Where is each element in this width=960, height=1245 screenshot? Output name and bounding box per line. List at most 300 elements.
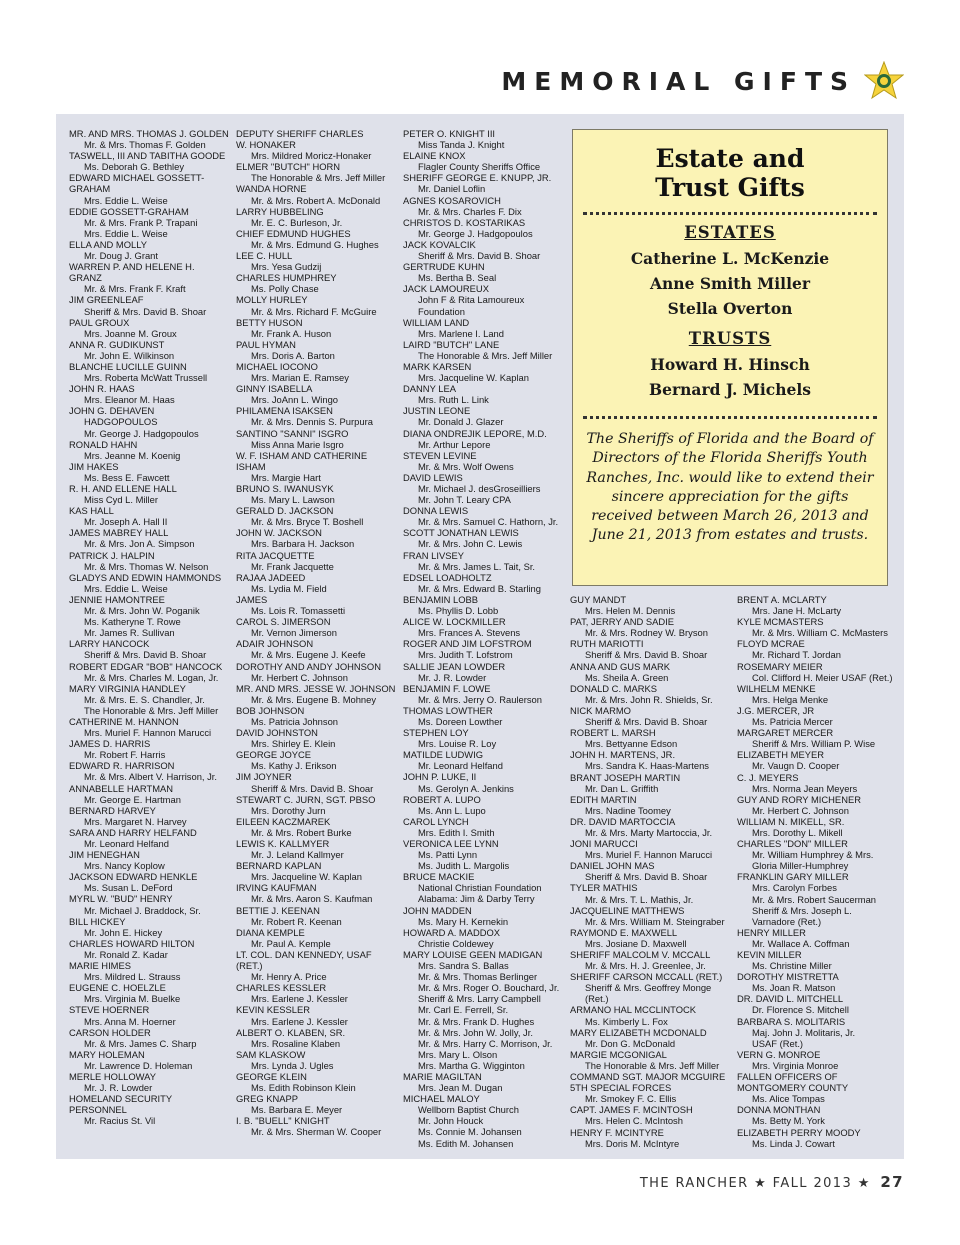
- donor-name: Mrs. Joanne M. Groux: [84, 327, 177, 339]
- donor-name: Mr. & Mrs. Robert Burke: [251, 826, 352, 838]
- memorial-name: CAROL S. JIMERSON: [236, 616, 331, 628]
- memorial-name: ELIZABETH PERRY MOODY: [737, 1126, 861, 1138]
- memorial-name: BARBARA S. MOLITARIS: [737, 1015, 846, 1027]
- memorial-name: DONNA LEWIS: [403, 505, 469, 517]
- memorial-name: FLOYD MCRAE: [737, 638, 805, 650]
- donor-name: Mr. & Mrs. Edward B. Starling: [418, 582, 541, 594]
- memorial-name: GRAHAM: [69, 183, 111, 195]
- memorial-name: PAUL GROUX: [69, 316, 130, 328]
- dotted-divider: [583, 212, 877, 215]
- donor-name: Flagler County Sheriffs Office: [418, 161, 541, 173]
- donor-name: Ms. Phyllis D. Lobb: [418, 605, 499, 617]
- memorial-name: MARY LOUISE GEEN MADIGAN: [403, 948, 543, 960]
- donor-name: Miss Cyd L. Miller: [84, 494, 158, 506]
- memorial-name: JAMES: [236, 593, 268, 605]
- donor-name: Mrs. Margaret N. Harvey: [84, 815, 187, 827]
- memorial-name: BLANCHE LUCILLE GUINN: [69, 360, 187, 372]
- donor-name: Mr. & Mrs. Robert Saucerman: [752, 893, 876, 905]
- memorial-name: LEWIS K. KALLMYER: [236, 838, 330, 849]
- donor-name: Mr. Henry A. Price: [251, 971, 327, 983]
- donor-name: Ms. Connie M. Johansen: [418, 1126, 522, 1138]
- donor-name: Mr. & Mrs. Harry C. Morrison, Jr.: [418, 1037, 553, 1049]
- donor-name: Mr. & Mrs. Frank D. Hughes: [418, 1015, 535, 1027]
- memorial-name: KEVIN MILLER: [737, 949, 802, 960]
- donor-name: Mrs. Mildred Moricz-Honaker: [251, 150, 372, 162]
- donor-name: Ms. Christine Miller: [752, 960, 832, 972]
- memorial-gifts-panel: [56, 114, 904, 1159]
- donor-name: Sheriff & Mrs. David B. Shoar: [418, 250, 541, 262]
- donor-name: Mrs. Jean M. Dugan: [418, 1082, 503, 1094]
- memorial-name: JOHN H. MARTENS, JR.: [570, 749, 676, 761]
- memorial-name: FALLEN OFFICERS OF: [737, 1071, 838, 1083]
- donor-name: Mr. Leonard Helfand: [84, 838, 169, 849]
- memorial-name: JAMES MABREY HALL: [69, 527, 169, 539]
- donor-name: Ms. Alice Tompas: [752, 1093, 825, 1105]
- donor-name: Mr. & Mrs. Roger O. Bouchard, Jr.: [418, 982, 560, 994]
- memorial-name: LT. COL. DAN KENNEDY, USAF: [236, 948, 372, 960]
- donor-name: Mrs. Marlene I. Land: [418, 327, 504, 339]
- donor-name: Mr. & Mrs. Thomas Berlinger: [418, 971, 538, 983]
- memorial-name: THOMAS LOWTHER: [403, 704, 493, 716]
- memorial-name: CHARLES KESSLER: [236, 982, 327, 994]
- memorial-name: ELLA AND MOLLY: [69, 238, 147, 250]
- dotted-divider: [583, 416, 877, 419]
- donor-name: Varnadore (Ret.): [752, 915, 822, 927]
- donor-name: Ms. Joan R. Matson: [752, 982, 836, 994]
- donor-name: Mr. Lawrence D. Holeman: [84, 1059, 193, 1071]
- memorial-name: JUSTIN LEONE: [403, 405, 471, 417]
- memorial-name: JAMES D. HARRIS: [69, 738, 151, 750]
- memorial-name: DOROTHY MISTRETTA: [737, 971, 839, 983]
- memorial-name: GLADYS AND EDWIN HAMMONDS: [69, 571, 222, 583]
- memorial-name: MONTGOMERY COUNTY: [737, 1082, 849, 1094]
- memorial-name: HOWARD A. MADDOX: [403, 926, 501, 938]
- names-column-1: [69, 128, 229, 1126]
- donor-name: Mr. J. R. Lowder: [418, 671, 487, 683]
- donor-name: Mr. Michael J. Braddock, Sr.: [84, 904, 201, 916]
- donor-name: Ms. Linda J. Cowart: [752, 1137, 835, 1149]
- donor-name: Mrs. Sandra K. Haas-Martens: [585, 760, 709, 772]
- estate-name: Anne Smith Miller: [650, 274, 810, 293]
- memorial-name: I. B. "BUELL" KNIGHT: [236, 1115, 330, 1127]
- memorial-name: ANNA R. GUDIKUNST: [69, 338, 165, 350]
- donor-name: Ms. Judith L. Margolis: [418, 860, 510, 872]
- donor-name: Mr. Joseph A. Hall II: [84, 516, 168, 528]
- donor-name: Ms. Mary L. Lawson: [251, 494, 335, 506]
- donor-name: Mr. & Mrs. Richard F. McGuire: [251, 305, 377, 317]
- issue-label: FALL 2013: [772, 1176, 853, 1191]
- memorial-name: JOHN W. JACKSON: [236, 527, 322, 539]
- donor-name: Miss Anna Marie Isgro: [251, 438, 344, 450]
- donor-name: Mrs. Eddie L. Weise: [84, 194, 168, 206]
- memorial-name: FRANKLIN GARY MILLER: [737, 871, 849, 883]
- donor-name: Mr. J. Leland Kallmyer: [251, 849, 344, 861]
- memorial-name: BRENT A. MCLARTY: [737, 594, 827, 605]
- memorial-name: JACKSON EDWARD HENKLE: [69, 871, 198, 883]
- memorial-name: JOHN P. LUKE, II: [403, 771, 477, 783]
- donor-name: Sheriff & Mrs. David B. Shoar: [585, 649, 708, 661]
- memorial-name: KAS HALL: [69, 505, 114, 517]
- memorial-name: MARGIE MCGONIGAL: [570, 1048, 667, 1060]
- memorial-name: DR. DAVID L. MITCHELL: [737, 993, 844, 1005]
- memorial-name: HENRY F. MCINTYRE: [570, 1126, 664, 1138]
- memorial-name: BOB JOHNSON: [236, 704, 305, 716]
- memorial-name: GERTRUDE KUHN: [403, 261, 485, 273]
- donor-name: Mrs. Jane H. McLarty: [752, 605, 842, 617]
- donor-name: Mrs. Martha G. Wigginton: [418, 1059, 525, 1071]
- memorial-name: LARRY HANCOCK: [69, 638, 150, 650]
- memorial-name: STEVE HOERNER: [69, 1004, 150, 1016]
- memorial-name: CAPT. JAMES F. MCINTOSH: [570, 1104, 693, 1116]
- donor-name: Mr. Racius St. Vil: [84, 1115, 156, 1127]
- memorial-name: WARREN P. AND HELENE H.: [69, 261, 195, 273]
- donor-name: Mr. John E. Hickey: [84, 926, 163, 938]
- donor-name: Ms. Patti Lynn: [418, 849, 478, 861]
- donor-name: Ms. Doreen Lowther: [418, 715, 503, 727]
- memorial-name: JIM HAKES: [69, 460, 119, 472]
- memorial-name: EDWARD R. HARRISON: [69, 760, 175, 772]
- donor-name: Mr. Michael J. desGroseilliers: [418, 483, 541, 494]
- memorial-name: SCOTT JONATHAN LEWIS: [403, 527, 519, 539]
- donor-name: Mrs. Lynda J. Ugles: [251, 1059, 334, 1071]
- estate-name: Stella Overton: [667, 299, 793, 318]
- donor-name: Mrs. Mildred L. Strauss: [84, 971, 181, 983]
- memorial-name: R. H. AND ELLENE HALL: [69, 483, 177, 494]
- donor-name: Ms. Susan L. DeFord: [84, 882, 173, 894]
- donor-name: Mr. E. C. Burleson, Jr.: [251, 216, 343, 228]
- donor-name: Mrs. Roberta McWatt Trussell: [84, 372, 208, 384]
- memorial-name: MARIE HIMES: [69, 960, 131, 972]
- donor-name: Ms. Barbara E. Meyer: [251, 1104, 343, 1116]
- donor-name: Mrs. Carolyn Forbes: [752, 882, 837, 894]
- donor-name: Ms. Ann L. Lupo: [418, 804, 486, 816]
- trust-name: Howard H. Hinsch: [650, 355, 810, 374]
- donor-name: Mr. Vaugn D. Cooper: [752, 760, 840, 772]
- donor-name: Mr. & Mrs. Frank P. Trapani: [84, 216, 198, 228]
- donor-name: Mr. Paul A. Kemple: [251, 937, 331, 949]
- memorial-name: JONI MARUCCI: [570, 838, 638, 850]
- donor-name: Maj. John J. Molitaris, Jr.: [752, 1026, 856, 1038]
- memorial-name: MERLE HOLLOWAY: [69, 1070, 156, 1082]
- estates-heading: ESTATES: [684, 223, 776, 242]
- memorial-name: ALBERT O. KLABEN, SR.: [236, 1026, 346, 1038]
- memorial-name: PAT, JERRY AND SADIE: [570, 616, 675, 628]
- memorial-name: EILEEN KACZMAREK: [236, 815, 331, 827]
- donor-name: Mr. William Humphrey & Mrs.: [752, 849, 874, 861]
- donor-name: Ms. Lydia M. Field: [251, 582, 327, 594]
- donor-name: Mrs. Virginia M. Buelke: [84, 993, 181, 1005]
- donor-name: Ms. Patricia Johnson: [251, 715, 339, 727]
- donor-name: Mrs. Muriel F. Hannon Marucci: [585, 849, 713, 861]
- donor-name: Mrs. Mary L. Olson: [418, 1048, 498, 1060]
- memorial-name: GUY MANDT: [570, 594, 627, 605]
- memorial-name: W. HONAKER: [236, 139, 296, 151]
- memorial-name: DOROTHY AND ANDY JOHNSON: [236, 660, 381, 672]
- memorial-name: HOMELAND SECURITY: [69, 1093, 173, 1105]
- memorial-name: BRUCE MACKIE: [403, 871, 475, 883]
- donor-name: Mr. Vernon Jimerson: [251, 627, 337, 639]
- donor-name: Mr. George J. Hadgopoulos: [84, 427, 199, 439]
- donor-name: Mrs. Jeanne M. Koenig: [84, 449, 181, 461]
- donor-name: Mr. & Mrs. Dennis S. Purpura: [251, 416, 373, 428]
- donor-name: Mr. & Mrs. William M. Steingraber: [585, 915, 725, 927]
- memorial-name: MR. AND MRS. JESSE W. JOHNSON: [236, 682, 396, 694]
- memorial-name: W. F. ISHAM AND CATHERINE: [236, 449, 368, 461]
- donor-name: Sheriff & Mrs. William P. Wise: [752, 738, 876, 750]
- donor-name: Mrs. Earlene J. Kessler: [251, 1015, 348, 1027]
- donor-name: Mrs. Edith I. Smith: [418, 826, 495, 838]
- memorial-name: BENJAMIN LOBB: [403, 593, 479, 605]
- memorial-name: PATRICK J. HALPIN: [69, 549, 155, 561]
- donor-name: Mr. Don G. McDonald: [585, 1037, 676, 1049]
- memorial-name: BRUNO S. IWANUSYK: [236, 483, 334, 494]
- donor-name: Mr. Donald J. Glazer: [418, 416, 504, 428]
- page-header: [501, 56, 904, 106]
- memorial-name: MICHAEL IOCONO: [236, 360, 318, 372]
- memorial-name: STEPHEN LOY: [403, 727, 469, 739]
- donor-name: Ms. Kathy J. Erikson: [251, 760, 337, 772]
- memorial-name: JOHN G. DEHAVEN: [69, 405, 155, 417]
- memorial-name: FRAN LIVSEY: [403, 549, 464, 561]
- donor-name: Mr. Robert F. Harris: [84, 749, 166, 761]
- memorial-name: SARA AND HARRY HELFAND: [69, 826, 197, 838]
- donor-name: Mrs. Anna M. Hoerner: [84, 1015, 176, 1027]
- donor-name: Mr. & Mrs. James L. Tait, Sr.: [418, 560, 536, 572]
- donor-name: Ms. Polly Chase: [251, 283, 319, 295]
- memorial-name: EUGENE C. HOELZLE: [69, 982, 166, 994]
- memorial-name: SHERIFF CARSON MCCALL (RET.): [570, 971, 723, 983]
- memorial-name: WILLIAM LAND: [403, 316, 470, 328]
- memorial-name: DONALD C. MARKS: [570, 682, 657, 694]
- donor-name: Mrs. Barbara H. Jackson: [251, 538, 355, 550]
- donor-name: Mr. Leonard Helfand: [418, 760, 503, 772]
- memorial-name: CHARLES HOWARD HILTON: [69, 937, 195, 949]
- donor-name: Mr. & Mrs. James C. Sharp: [84, 1037, 197, 1049]
- donor-name: Ms. Deborah G. Bethley: [84, 161, 185, 173]
- memorial-name: ROBERT EDGAR "BOB" HANCOCK: [69, 660, 223, 672]
- memorial-name: ANNA AND GUS MARK: [570, 660, 671, 672]
- donor-name: Mrs. Eleanor M. Haas: [84, 394, 175, 406]
- donor-name: Mr. & Mrs. Edmund G. Hughes: [251, 238, 379, 250]
- donor-name: Ms. Edith Robinson Klein: [251, 1082, 356, 1094]
- memorial-name: BILL HICKEY: [69, 915, 126, 927]
- donor-name: Mrs. Ruth L. Link: [418, 394, 489, 406]
- memorial-name: ANNABELLE HARTMAN: [69, 782, 174, 794]
- donor-name: Sheriff & Mrs. David B. Shoar: [84, 649, 207, 661]
- donor-name: Sheriff & Mrs. David B. Shoar: [84, 305, 207, 317]
- donor-name: Ms. Lois R. Tomassetti: [251, 605, 346, 617]
- memorial-name: ADAIR JOHNSON: [236, 638, 314, 650]
- memorial-name: JIM GREENLEAF: [69, 294, 144, 306]
- memorial-name: CHIEF EDMUND HUGHES: [236, 227, 351, 239]
- donor-name: Mr. & Mrs. William C. McMasters: [752, 627, 888, 639]
- names-column-5: [737, 594, 892, 1149]
- memorial-name: (RET.): [236, 960, 263, 972]
- donor-name: Mrs. Muriel F. Hannon Marucci: [84, 727, 212, 739]
- memorial-name: MARY VIRGINIA HANDLEY: [69, 682, 186, 694]
- donor-name: National Christian Foundation: [418, 882, 542, 894]
- memorial-name: MATILDE LUDWIG: [403, 749, 484, 761]
- donor-name: HADGOPOULOS: [84, 416, 158, 428]
- donor-name: Mr. & Mrs. Samuel C. Hathorn, Jr.: [418, 516, 559, 528]
- donor-name: Mr. & Mrs. Eugene B. Mohney: [251, 693, 377, 705]
- memorial-name: ROSEMARY MEIER: [737, 660, 823, 672]
- memorial-name: LEE C. HULL: [236, 250, 293, 262]
- donor-name: Ms. Edith M. Johansen: [418, 1137, 514, 1149]
- publication-name: THE RANCHER: [639, 1176, 749, 1191]
- donor-name: Mrs. Doris M. McIntyre: [585, 1137, 680, 1149]
- memorial-name: WANDA HORNE: [236, 183, 307, 195]
- donor-name: Mr. Herbert C. Johnson: [752, 804, 849, 816]
- donor-name: Miss Tanda J. Knight: [418, 139, 505, 151]
- donor-name: Mr. Carl E. Ferrell, Sr.: [418, 1004, 509, 1016]
- memorial-name: MARGARET MERCER: [737, 727, 834, 739]
- donor-name: Mr. John T. Leary CPA: [418, 494, 511, 506]
- memorial-name: TASWELL, III AND TABITHA GOODE: [69, 150, 226, 162]
- memorial-name: CHRISTOS D. KOSTARIKAS: [403, 216, 526, 228]
- donor-name: Mrs. Norma Jean Meyers: [752, 782, 858, 794]
- donor-name: Mr. John E. Wilkinson: [84, 349, 175, 361]
- donor-name: Mrs. JoAnn L. Wingo: [251, 394, 339, 406]
- donor-name: (Ret.): [585, 993, 609, 1005]
- donor-name: Mr. & Mrs. Robert A. McDonald: [251, 194, 381, 206]
- donor-name: Mr. & Mrs. John W. Jolly, Jr.: [418, 1026, 533, 1038]
- donor-name: Mrs. Sandra S. Ballas: [418, 960, 509, 972]
- memorial-name: SHERIFF MALCOLM V. MCCALL: [570, 949, 711, 960]
- memorial-name: J.G. MERCER, JR: [737, 704, 815, 716]
- donor-name: Mrs. Judith T. Lofstrom: [418, 649, 513, 661]
- memorial-name: BRANT JOSEPH MARTIN: [570, 771, 681, 783]
- donor-name: Gloria Miller-Humphrey: [752, 860, 849, 872]
- memorial-name: STEVEN LEVINE: [403, 449, 477, 461]
- memorial-name: KYLE MCMASTERS: [737, 616, 824, 628]
- donor-name: Mr. Richard T. Jordan: [752, 649, 841, 661]
- memorial-name: DAVID LEWIS: [403, 471, 463, 483]
- donor-name: Mrs. Jacqueline W. Kaplan: [251, 871, 362, 883]
- memorial-name: PHILAMENA ISAKSEN: [236, 405, 333, 417]
- names-column-2: [236, 128, 395, 1138]
- donor-name: Sheriff & Mrs. David B. Shoar: [585, 716, 708, 728]
- memorial-name: SANTINO "SANNI" ISGRO: [236, 427, 349, 439]
- donor-name: Mrs. Marian E. Ramsey: [251, 372, 349, 384]
- memorial-name: RAYMOND E. MAXWELL: [570, 926, 678, 938]
- donor-name: Mr. & Mrs. Bryce T. Boshell: [251, 516, 364, 528]
- memorial-name: MARY ELIZABETH MCDONALD: [570, 1026, 707, 1038]
- donor-name: Sheriff & Mrs. Joseph L.: [752, 904, 852, 916]
- memorial-name: ISHAM: [236, 460, 266, 472]
- memorial-name: MR. AND MRS. THOMAS J. GOLDEN: [69, 128, 229, 139]
- memorial-name: DAVID JOHNSTON: [236, 727, 318, 739]
- memorial-name: JACK LAMOUREUX: [403, 283, 489, 295]
- memorial-name: JACK KOVALCIK: [403, 238, 476, 250]
- donor-name: Ms. Patricia Mercer: [752, 716, 833, 728]
- memorial-name: BERNARD HARVEY: [69, 804, 156, 816]
- donor-name: Ms. Kimberly L. Fox: [585, 1015, 668, 1027]
- box-title-line2: Trust Gifts: [655, 173, 805, 202]
- names-column-3: [403, 128, 559, 1149]
- box-title: [573, 144, 887, 202]
- memorial-name: EDITH MARTIN: [570, 793, 637, 805]
- trust-name: Bernard J. Michels: [649, 380, 811, 399]
- donor-name: Ms. Gerolyn A. Jenkins: [418, 782, 514, 794]
- donor-name: Mr. & Mrs. H. J. Greenlee, Jr.: [585, 960, 706, 972]
- memorial-name: ROBERT L. MARSH: [570, 727, 656, 739]
- star-logo: [864, 61, 904, 101]
- memorial-name: ELMER "BUTCH" HORN: [236, 161, 341, 173]
- donor-name: Christie Coldewey: [418, 937, 494, 949]
- donor-name: Mr. Daniel Loflin: [418, 183, 486, 195]
- donor-name: Mr. & Mrs. Jon A. Simpson: [84, 538, 195, 550]
- memorial-name: GUY AND RORY MICHENER: [737, 793, 861, 805]
- page-number: 27: [880, 1173, 904, 1191]
- memorial-name: MARK KARSEN: [403, 360, 472, 372]
- donor-name: Mr. Robert R. Keenan: [251, 915, 342, 927]
- memorial-name: LAIRD "BUTCH" LANE: [403, 338, 500, 350]
- donor-name: Mr. & Mrs. Charles F. Dix: [418, 205, 522, 217]
- memorial-name: NICK MARMO: [570, 704, 631, 716]
- memorial-name: VERN G. MONROE: [737, 1048, 821, 1060]
- donor-name: Mrs. Yesa Gudzij: [251, 261, 322, 273]
- donor-name: Sheriff & Mrs. Larry Campbell: [418, 993, 541, 1005]
- memorial-name: GERALD D. JACKSON: [236, 505, 334, 517]
- memorial-name: CAROL LYNCH: [403, 815, 469, 827]
- memorial-name: DIANA ONDREJIK LEPORE, M.D.: [403, 427, 547, 439]
- memorial-name: ELAINE KNOX: [403, 150, 466, 162]
- donor-name: Mrs. Nancy Koplow: [84, 860, 165, 872]
- donor-name: The Honorable & Mrs. Jeff Miller: [418, 349, 553, 361]
- donor-name: Mrs. Jacqueline W. Kaplan: [418, 372, 529, 384]
- memorial-name: AGNES KOSAROVICH: [403, 194, 501, 206]
- memorial-name: ELIZABETH MEYER: [737, 749, 824, 761]
- donor-name: Mr. J. R. Lowder: [84, 1082, 153, 1094]
- donor-name: Mrs. Rosaline Klaben: [251, 1037, 341, 1049]
- memorial-name: SAM KLASKOW: [236, 1048, 306, 1060]
- memorial-name: ALICE W. LOCKMILLER: [403, 616, 506, 628]
- donor-name: Mr. & Mrs. John R. Shields, Sr.: [585, 693, 713, 705]
- memorial-name: GEORGE JOYCE: [236, 749, 312, 761]
- memorial-name: MARIE MAGILTAN: [403, 1070, 482, 1082]
- donor-name: Wellborn Baptist Church: [418, 1104, 519, 1116]
- donor-name: Mr. & Mrs. Charles M. Logan, Jr.: [84, 671, 219, 683]
- donor-name: Mr. & Mrs. Eugene J. Keefe: [251, 649, 366, 661]
- donor-name: USAF (Ret.): [752, 1037, 804, 1049]
- donor-name: The Honorable & Mrs. Jeff Miller: [84, 704, 219, 716]
- memorial-name: EDDIE GOSSETT-GRAHAM: [69, 205, 189, 217]
- donor-name: Dr. Florence S. Mitchell: [752, 1004, 849, 1016]
- donor-name: Mr. & Mrs. John W. Poganik: [84, 605, 200, 617]
- appreciation-message: The Sheriffs of Florida and the Board of Directors of the Florida Sheriffs Youth Ranches, Inc. would like to extend their sincere appreciation for the gifts received between March 26, 2013 and June 21, 2013 from estates and trusts.: [586, 431, 874, 544]
- donor-name: Mr. Arthur Lepore: [418, 438, 491, 450]
- donor-name: Mrs. Margie Hart: [251, 471, 321, 483]
- donor-name: Mr. & Mrs. Thomas F. Golden: [84, 139, 206, 151]
- donor-name: Mr. & Mrs. T. L. Mathis, Jr.: [585, 893, 694, 905]
- donor-name: Mr. Dan L. Griffith: [585, 782, 659, 794]
- memorial-name: ROBERT A. LUPO: [403, 793, 481, 805]
- donor-name: Sheriff & Mrs. David B. Shoar: [585, 871, 708, 883]
- memorial-name: MICHAEL MALOY: [403, 1093, 480, 1105]
- section-title: MEMORIAL GIFTS: [501, 66, 856, 96]
- memorial-name: GREG KNAPP: [236, 1093, 298, 1105]
- donor-name: Mrs. Eddie L. Weise: [84, 227, 168, 239]
- donor-name: Mr. James R. Sullivan: [84, 627, 175, 639]
- page-footer: [640, 1173, 904, 1191]
- memorial-name: MOLLY HURLEY: [236, 294, 308, 306]
- donor-name: Mrs. Louise R. Loy: [418, 738, 497, 750]
- donor-name: Mr. & Mrs. Frank F. Kraft: [84, 283, 186, 295]
- donor-name: Mrs. Helen C. McIntosh: [585, 1115, 683, 1127]
- donor-name: Sheriff & Mrs. David B. Shoar: [251, 782, 374, 794]
- donor-name: Mr. & Mrs. E. S. Chandler, Jr.: [84, 693, 205, 705]
